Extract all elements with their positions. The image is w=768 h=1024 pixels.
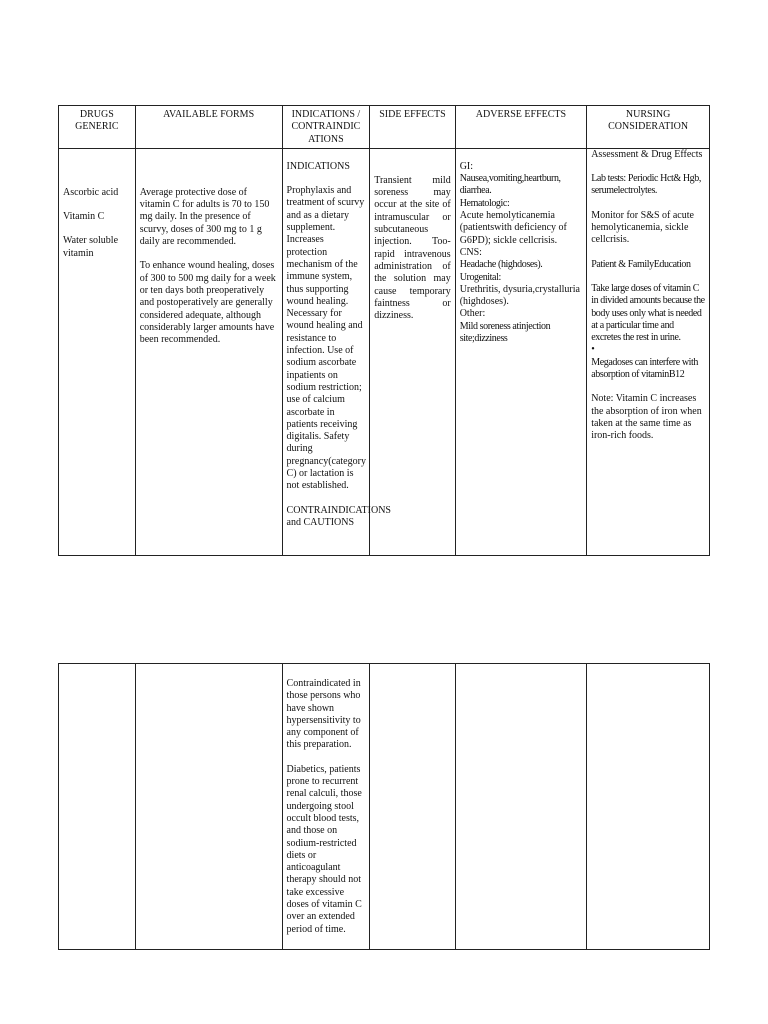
adverse-gi: Nausea,vomiting,heartburn, diarrhea. — [459, 173, 561, 197]
adverse-hema: Acute hemolyticanemia (patientswith deficiency of G6PD); sickle cellcrisis. — [459, 210, 567, 246]
adverse-effects-cell-empty — [455, 664, 587, 950]
adverse-cns-label: CNS: — [459, 246, 482, 258]
header-indications: INDICATIONS / CONTRAINDIC ATIONS — [282, 106, 370, 149]
contraindications-cautions: Diabetics, patients prone to recurrent renal calculi, those undergoing stool occult blood tests, and those on sodium-restricted diets or anticoagulant therapy should not take excessive doses of vitamin C over an extended period of time. — [286, 763, 362, 935]
nursing-cell — [587, 148, 710, 555]
side-effects-cell-empty — [370, 664, 455, 950]
side-effects-text: Transient mild soreness may occur at the site of intramuscular or subcutaneous injection. Too-rapid intravenous administration of the solution may cause temporary faintness or dizziness. — [374, 174, 451, 322]
adverse-other: Mild soreness atinjection site;dizziness — [459, 320, 551, 345]
adverse-uro-label: Urogenital: — [459, 271, 501, 283]
available-forms-cell-empty — [135, 664, 282, 950]
contraindications-hypersensitivity: Contraindicated in those persons who have shown hypersensitivity to any component of this preparation. — [286, 678, 361, 751]
adverse-cns: Headache (highdoses). — [459, 259, 543, 271]
adverse-other-label: Other: — [459, 308, 486, 320]
nursing-lab-tests: Lab tests: Periodic Hct& Hgb, serumelectrolytes. — [591, 173, 701, 197]
header-adverse-effects: ADVERSE EFFECTS — [455, 106, 587, 149]
side-effects-cell — [370, 148, 455, 555]
drug-cell-empty — [59, 664, 136, 950]
indications-cell — [282, 148, 391, 555]
nursing-education: Patient & FamilyEducation — [591, 258, 691, 270]
nursing-bullet: • — [591, 344, 595, 356]
drug-table-page-top — [58, 105, 710, 556]
adverse-uro: Urethritis, dysuria,crystalluria (highdoses). — [459, 283, 580, 308]
nursing-note: Note: Vitamin C increases the absorption of iron when taken at the same time as iron-rich foods. — [591, 393, 702, 442]
nursing-megadoses: Megadoses can interfere with absorption of vitaminB12 — [591, 356, 699, 381]
table-header-row — [59, 106, 710, 149]
drug-name: Ascorbic acid — [63, 186, 119, 198]
nursing-large-doses: Take large doses of vitamin C in divided amounts because the body uses only what is needed at a particular time and excretes the rest in urine. — [591, 282, 705, 344]
drug-alias: Vitamin C — [63, 211, 105, 223]
contraindications-cell — [282, 664, 370, 950]
drug-class: Water soluble vitamin — [63, 235, 119, 259]
forms-dose-adult: Average protective dose of vitamin C for adults is 70 to 150 mg daily. In the presence of scurvy, doses of 300 mg to 1 g daily are recommended. — [139, 186, 270, 248]
adverse-gi-label: GI: — [459, 160, 474, 172]
nursing-assessment: Assessment & Drug Effects — [591, 148, 703, 160]
available-forms-cell — [135, 148, 282, 555]
adverse-hema-label: Hematologic: — [459, 197, 510, 209]
table-row — [59, 148, 710, 555]
nursing-monitor: Monitor for S&S of acute hemolyticanemia, sickle cellcrisis. — [591, 209, 694, 246]
header-available-forms: AVAILABLE FORMS — [135, 106, 282, 149]
indications-text: Prophylaxis and treatment of scurvy and as a dietary supplement. Increases protection mechanism of the immune system, thus supporting wound healing. Necessary for wound healing and resistance to infection. Use of sodium ascorbate inpatients on sodium restriction; use of calcium ascorbate in patients receiving digitalis. Safety during pregnancy(category C) or lactation is not established. — [286, 185, 366, 492]
header-drugs-generic: DRUGS GENERIC — [59, 106, 136, 149]
adverse-effects-cell — [455, 148, 587, 555]
header-nursing-consideration: NURSING CONSIDERATION — [587, 106, 710, 149]
indications-heading: INDICATIONS — [286, 160, 350, 172]
header-side-effects: SIDE EFFECTS — [370, 106, 455, 149]
drug-table-continued — [58, 663, 710, 950]
nursing-cell-empty — [587, 664, 710, 950]
table-row — [59, 664, 710, 950]
drug-cell — [59, 148, 136, 555]
forms-dose-wound: To enhance wound healing, doses of 300 to 500 mg daily for a week or ten days both preoperatively and postoperatively are generally considered adequate, although considerably larger amounts have been recommended. — [139, 260, 276, 346]
contraindications-heading: CONTRAINDICATIONS and CAUTIONS — [286, 504, 391, 528]
